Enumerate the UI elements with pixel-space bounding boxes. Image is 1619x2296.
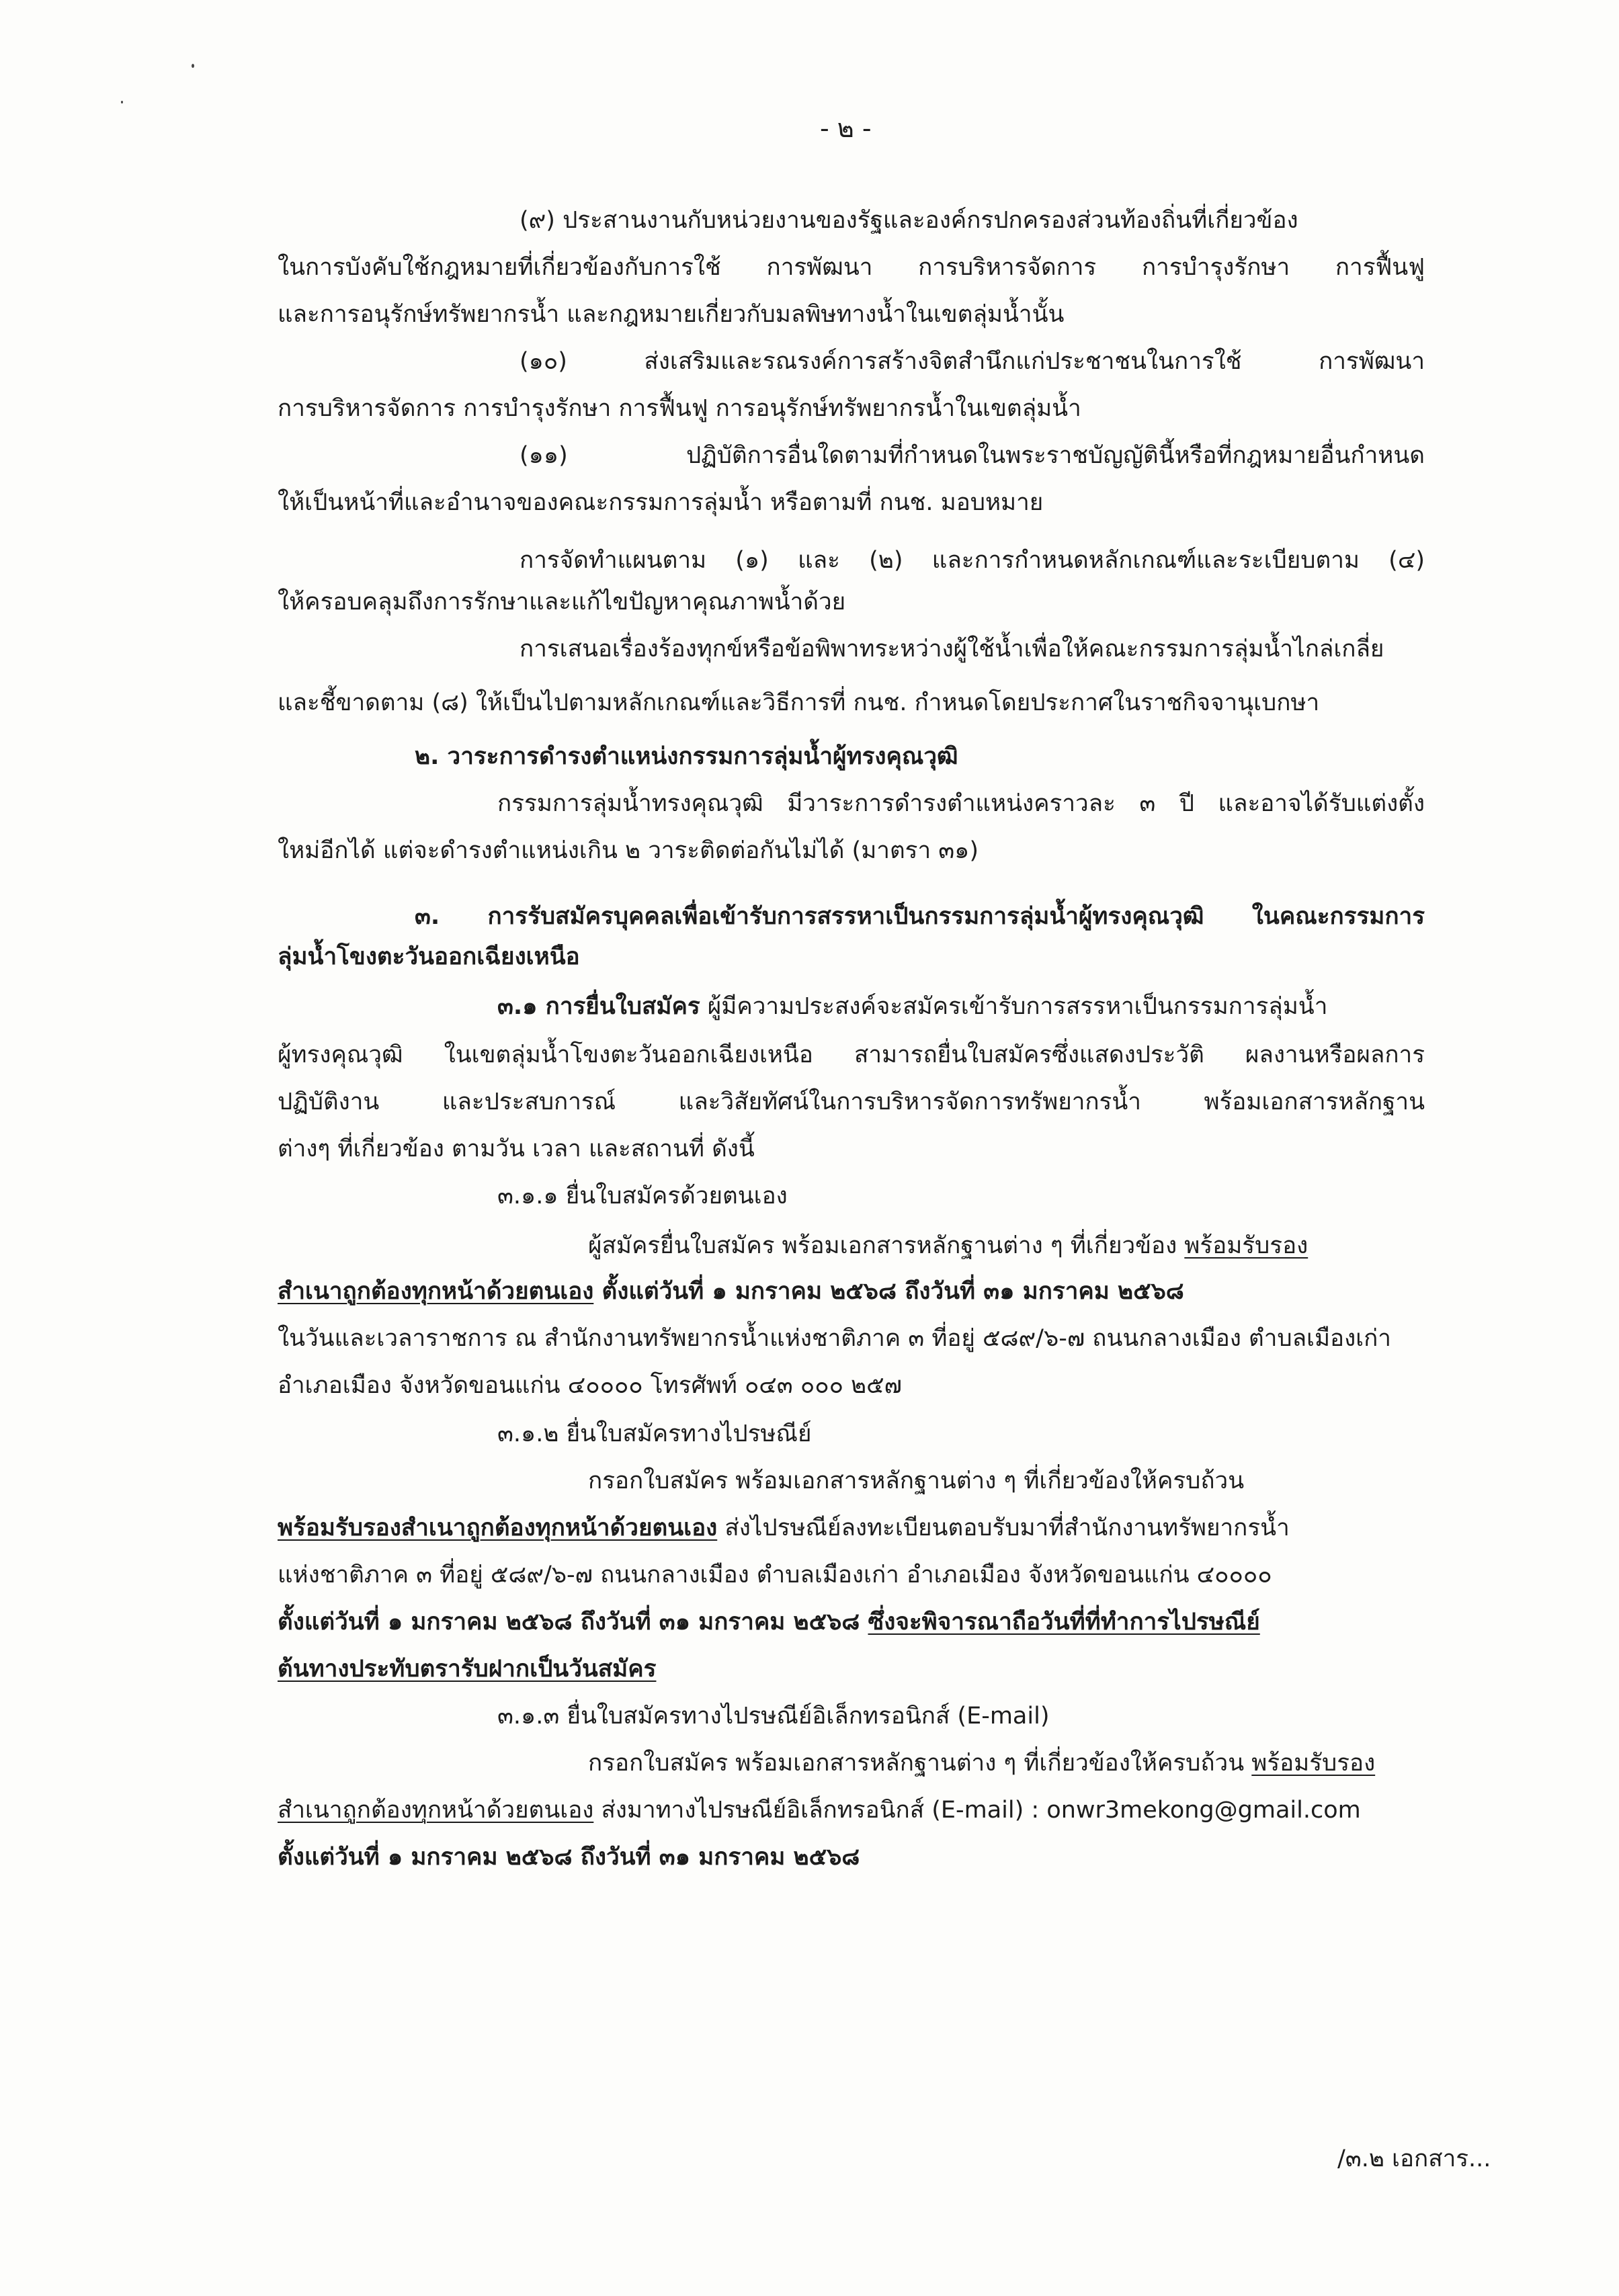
s31-line2: ผู้ทรงคุณวุฒิ ในเขตลุ่มน้ำโขงตะวันออกเฉียงเหนือ สามารถยื่นใบสมัครซึ่งแสดงประวัติ ผลงานหรือผลการ (278, 1041, 1425, 1068)
s311-line2 (278, 1274, 1184, 1309)
s311-line1-text: ผู้สมัครยื่นใบสมัคร พร้อมเอกสารหลักฐานต่าง ๆ ที่เกี่ยวข้อง (588, 1232, 1185, 1259)
s313-line2-underlined: สำเนาถูกต้องทุกหน้าด้วยตนเอง (278, 1797, 594, 1824)
s313-line1 (588, 1746, 1375, 1781)
plan-line1: การจัดทำแผนตาม (๑) และ (๒) และการกำหนดหลักเกณฑ์และระเบียบตาม (๔) (520, 547, 1425, 574)
s31-line3: ปฏิบัติงาน และประสบการณ์ และวิสัยทัศน์ในการบริหารจัดการทรัพยากรน้ำ พร้อมเอกสารหลักฐาน (278, 1089, 1425, 1115)
s311-line2-dates: ตั้งแต่วันที่ ๑ มกราคม ๒๕๖๘ ถึงวันที่ ๓๑ มกราคม ๒๕๖๘ (593, 1278, 1184, 1305)
s312-line4-underlined: ซึ่งจะพิจารณาถือวันที่ที่ทำการไปรษณีย์ (868, 1609, 1260, 1635)
section2-line2: ใหม่อีกได้ แต่จะดำรงตำแหน่งเกิน ๒ วาระติดต่อกันไม่ได้ (มาตรา ๓๑) (278, 837, 979, 864)
s312-line2-text: ส่งไปรษณีย์ลงทะเบียนตอบรับมาที่สำนักงานทรัพยากรน้ำ (717, 1515, 1290, 1541)
dispute-line2: และชี้ขาดตาม (๘) ให้เป็นไปตามหลักเกณฑ์และวิธีการที่ กนช. กำหนดโดยประกาศในราชกิจจานุเบกษา (278, 689, 1320, 716)
para9-line1: (๙) ประสานงานกับหน่วยงานของรัฐและองค์กรปกครองส่วนท้องถิ่นที่เกี่ยวข้อง (520, 207, 1298, 234)
scan-speck (192, 64, 194, 68)
para11-line1: (๑๑) ปฏิบัติการอื่นใดตามที่กำหนดในพระราชบัญญัตินี้หรือที่กฎหมายอื่นกำหนด (520, 442, 1425, 469)
para10-line2: การบริหารจัดการ การบำรุงรักษา การฟื้นฟู การอนุรักษ์ทรัพยากรน้ำในเขตลุ่มน้ำ (278, 395, 1081, 422)
s311-heading: ๓.๑.๑ ยื่นใบสมัครด้วยตนเอง (497, 1183, 788, 1209)
dispute-line1: การเสนอเรื่องร้องทุกข์หรือข้อพิพาทระหว่างผู้ใช้น้ำเพื่อให้คณะกรรมการลุ่มน้ำไกล่เกลี่ย (520, 636, 1384, 663)
s31-line1-text: ผู้มีความประสงค์จะสมัครเข้ารับการสรรหาเป็นกรรมการลุ่มน้ำ (700, 993, 1328, 1020)
scan-speck (121, 101, 123, 103)
para11-line2: ให้เป็นหน้าที่และอำนาจของคณะกรรมการลุ่มน้ำ หรือตามที่ กนช. มอบหมาย (278, 489, 1044, 516)
plan-line2: ให้ครอบคลุมถึงการรักษาและแก้ไขปัญหาคุณภาพน้ำด้วย (278, 589, 846, 615)
s311-line2-underlined: สำเนาถูกต้องทุกหน้าด้วยตนเอง (278, 1278, 594, 1305)
s313-line3: ตั้งแต่วันที่ ๑ มกราคม ๒๕๖๘ ถึงวันที่ ๓๑ มกราคม ๒๕๖๘ (278, 1844, 860, 1871)
s313-line1-text: กรอกใบสมัคร พร้อมเอกสารหลักฐานต่าง ๆ ที่เกี่ยวข้องให้ครบถ้วน (588, 1750, 1252, 1777)
para9-line3: และการอนุรักษ์ทรัพยากรน้ำ และกฎหมายเกี่ยวกับมลพิษทางน้ำในเขตลุ่มน้ำนั้น (278, 301, 1065, 328)
s311-line4: อำเภอเมือง จังหวัดขอนแก่น ๔๐๐๐๐ โทรศัพท์ ๐๔๓ ๐๐๐ ๒๕๗ (278, 1372, 902, 1399)
s31-line1 (497, 989, 1327, 1024)
s312-line2 (278, 1511, 1290, 1545)
s312-line2-underlined: พร้อมรับรองสำเนาถูกต้องทุกหน้าด้วยตนเอง (278, 1515, 718, 1541)
s312-line4 (278, 1605, 1260, 1640)
s312-line1: กรอกใบสมัคร พร้อมเอกสารหลักฐานต่าง ๆ ที่เกี่ยวข้องให้ครบถ้วน (588, 1468, 1245, 1494)
s313-line2 (278, 1793, 1361, 1828)
section2-line1: กรรมการลุ่มน้ำทรงคุณวุฒิ มีวาระการดำรงตำแหน่งคราวละ ๓ ปี และอาจได้รับแต่งตั้ง (497, 790, 1425, 817)
para10-line1: (๑๐) ส่งเสริมและรณรงค์การสร้างจิตสำนึกแก่ประชาชนในการใช้ การพัฒนา (520, 348, 1425, 375)
s313-line2-text: ส่งมาทางไปรษณีย์อิเล็กทรอนิกส์ (E-mail) : onwr3mekong@gmail.com (593, 1797, 1361, 1824)
section3-heading-line2: ลุ่มน้ำโขงตะวันออกเฉียงเหนือ (278, 943, 580, 970)
s313-line1-underlined: พร้อมรับรอง (1251, 1750, 1376, 1777)
section2-heading: ๒. วาระการดำรงตำแหน่งกรรมการลุ่มน้ำผู้ทรงคุณวุฒิ (415, 743, 958, 770)
s31-title: ๓.๑ การยื่นใบสมัคร (497, 993, 700, 1020)
s312-heading: ๓.๑.๒ ยื่นใบสมัครทางไปรษณีย์ (497, 1420, 812, 1447)
s312-line3: แห่งชาติภาค ๓ ที่อยู่ ๕๘๙/๖-๗ ถนนกลางเมือง ตำบลเมืองเก่า อำเภอเมือง จังหวัดขอนแก่น ๔๐๐๐๐ (278, 1562, 1272, 1588)
s311-line1-underlined: พร้อมรับรอง (1184, 1232, 1309, 1259)
s31-line4: ต่างๆ ที่เกี่ยวข้อง ตามวัน เวลา และสถานที่ ดังนี้ (278, 1136, 755, 1162)
s311-line3: ในวันและเวลาราชการ ณ สำนักงานทรัพยากรน้ำแห่งชาติภาค ๓ ที่อยู่ ๕๘๙/๖-๗ ถนนกลางเมือง ตำบลเมืองเก่า (278, 1325, 1391, 1352)
para9-line2: ในการบังคับใช้กฎหมายที่เกี่ยวข้องกับการใช้ การพัฒนา การบริหารจัดการ การบำรุงรักษา การฟื้นฟู (278, 254, 1425, 281)
page-number: - ๒ - (820, 114, 872, 143)
s313-heading: ๓.๑.๓ ยื่นใบสมัครทางไปรษณีย์อิเล็กทรอนิกส์ (E-mail) (497, 1703, 1050, 1730)
s312-line5: ต้นทางประทับตรารับฝากเป็นวันสมัคร (278, 1656, 657, 1683)
continuation-footer: /๓.๒ เอกสาร... (1337, 2145, 1491, 2172)
s312-line4-dates: ตั้งแต่วันที่ ๑ มกราคม ๒๕๖๘ ถึงวันที่ ๓๑ มกราคม ๒๕๖๘ (278, 1609, 868, 1635)
s311-line1 (588, 1228, 1308, 1263)
section3-heading-line1: ๓. การรับสมัครบุคคลเพื่อเข้ารับการสรรหาเป็นกรรมการลุ่มน้ำผู้ทรงคุณวุฒิ ในคณะกรรมการ (415, 903, 1425, 930)
